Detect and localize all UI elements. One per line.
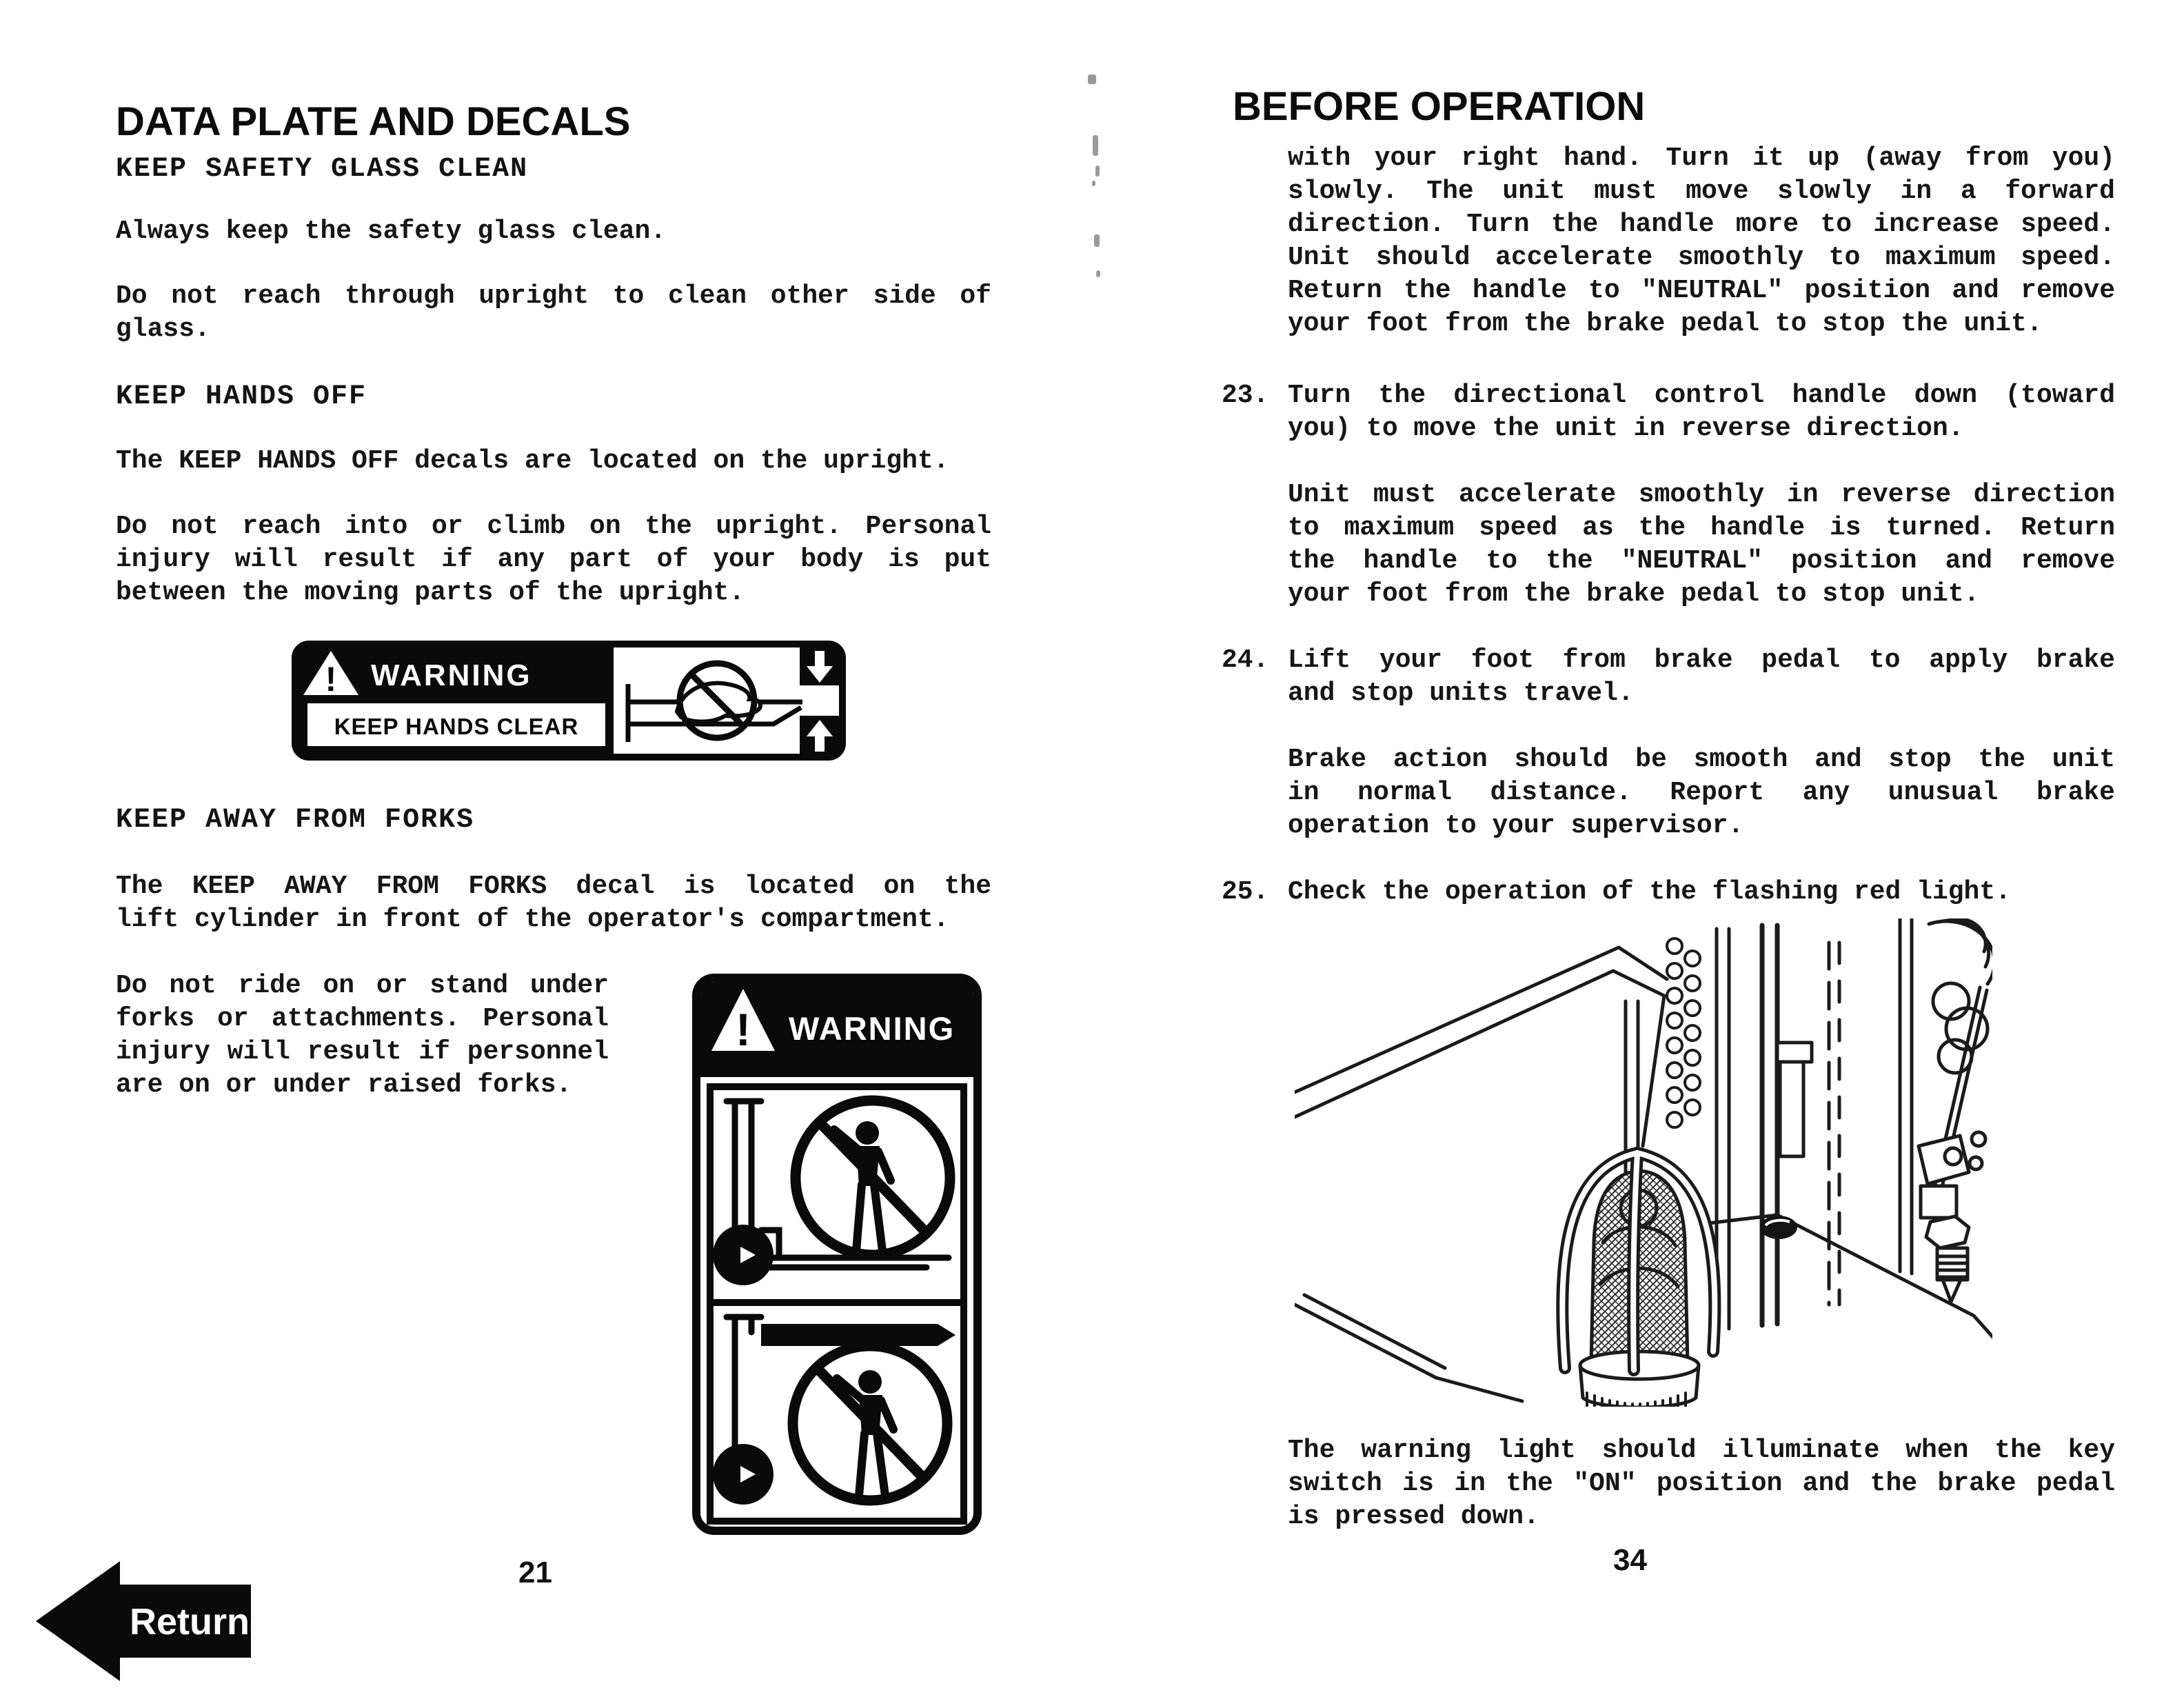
exclamation-icon: ! xyxy=(736,1004,751,1055)
right-page-title: BEFORE OPERATION xyxy=(1233,84,1646,129)
paragraph xyxy=(116,445,991,478)
text-line: injury will result if any part of your body is put xyxy=(116,545,991,574)
heading-keep-hands-off: KEEP HANDS OFF xyxy=(116,381,367,412)
paragraph xyxy=(116,280,991,346)
return-button[interactable] xyxy=(29,1557,259,1687)
text-line: Check the operation of the flashing red light. xyxy=(1288,877,2011,907)
text-line: The KEEP AWAY FROM FORKS decal is located on the xyxy=(116,872,991,901)
scan-speck xyxy=(1088,74,1096,84)
text-line: injury will result if personnel xyxy=(116,1037,609,1067)
text-line: the handle to the "NEUTRAL" position and remove xyxy=(1288,546,2115,576)
text-line: is pressed down. xyxy=(1288,1502,1539,1531)
text-line: in normal distance. Report any unusual brake xyxy=(1288,778,2115,807)
return-button-label: Return xyxy=(130,1601,250,1642)
right-page-number: 34 xyxy=(1613,1543,1647,1577)
text-line: Unit must accelerate smoothly in reverse direction xyxy=(1288,480,2115,510)
left-page-number: 21 xyxy=(518,1556,552,1589)
warning-label: WARNING xyxy=(789,1010,956,1047)
text-line: your foot from the brake pedal to stop unit. xyxy=(1288,579,1980,609)
heading-keep-safety-glass-clean: KEEP SAFETY GLASS CLEAN xyxy=(116,154,529,185)
warning-light-illustration xyxy=(1295,918,1992,1407)
text-line: and stop units travel. xyxy=(1288,679,1634,708)
text-line: Lift your foot from brake pedal to apply brake xyxy=(1288,645,2115,675)
paragraph xyxy=(116,510,991,610)
step-text xyxy=(1288,644,2115,710)
step-text xyxy=(1288,876,2115,909)
text-line: Return the handle to "NEUTRAL" position and remove xyxy=(1288,276,2115,305)
text-line: Always keep the safety glass clean. xyxy=(116,217,667,246)
text-line: Do not reach through upright to clean other side of xyxy=(116,281,991,311)
text-line: The warning light should illuminate when the key xyxy=(1288,1436,2115,1465)
step-text xyxy=(1288,379,2115,445)
heading-keep-away-from-forks: KEEP AWAY FROM FORKS xyxy=(116,805,475,836)
text-line: are on or under raised forks. xyxy=(116,1070,572,1100)
text-line: Unit should accelerate smoothly to maximum speed. xyxy=(1288,243,2115,272)
paragraph xyxy=(116,215,991,248)
text-line: Do not reach into or climb on the upright. Personal xyxy=(116,512,991,541)
arrow-left-icon xyxy=(36,1561,120,1681)
scan-speck xyxy=(1094,234,1100,247)
text-line: lift cylinder in front of the operator's compartment. xyxy=(116,905,949,934)
lift-chain-icon xyxy=(1667,938,1700,1127)
beacon-guard xyxy=(1562,1153,1715,1370)
left-page-title: DATA PLATE AND DECALS xyxy=(116,99,631,144)
step-number: 24. xyxy=(1222,645,1269,675)
text-line: glass. xyxy=(116,314,210,344)
step-number: 25. xyxy=(1222,877,1269,907)
text-line: switch is in the "ON" position and the brake pedal xyxy=(1288,1469,2115,1498)
text-line: between the moving parts of the upright. xyxy=(116,578,745,607)
text-line: slowly. The unit must move slowly in a forward xyxy=(1288,177,2115,206)
text-line: your foot from the brake pedal to stop the unit. xyxy=(1288,309,2043,339)
step-number: 23. xyxy=(1222,381,1269,410)
scan-speck xyxy=(1095,165,1100,177)
paragraph xyxy=(116,969,609,1102)
paragraph xyxy=(1288,743,2115,843)
numbered-step xyxy=(1222,644,2115,710)
numbered-step xyxy=(1222,876,2115,909)
numbered-step xyxy=(1222,379,2115,445)
text-line: Do not ride on or stand under xyxy=(116,971,609,1001)
text-line: Brake action should be smooth and stop the unit xyxy=(1288,745,2115,774)
scan-speck xyxy=(1093,135,1098,156)
paragraph xyxy=(116,870,991,936)
exclamation-icon: ! xyxy=(325,660,337,699)
text-line: Turn the directional control handle down (toward xyxy=(1288,381,2115,410)
text-line: direction. Turn the handle more to increase speed. xyxy=(1288,210,2115,239)
text-line: to maximum speed as the handle is turned. Return xyxy=(1288,513,2115,543)
text-line: operation to your supervisor. xyxy=(1288,811,1744,841)
text-line: forks or attachments. Personal xyxy=(116,1004,609,1034)
scan-speck xyxy=(1096,270,1100,277)
text-line: The KEEP HANDS OFF decals are located on the upright. xyxy=(116,446,949,476)
paragraph xyxy=(1288,142,2115,341)
keep-hands-clear-decal xyxy=(291,640,847,761)
paragraph xyxy=(1288,479,2115,611)
illustration-caption xyxy=(1288,1434,2115,1534)
keep-away-from-forks-decal xyxy=(692,974,982,1535)
scan-speck xyxy=(1092,181,1095,186)
text-line: with your right hand. Turn it up (away from you) xyxy=(1288,143,2115,173)
warning-label: WARNING xyxy=(371,659,532,692)
keep-hands-clear-label: KEEP HANDS CLEAR xyxy=(334,714,579,739)
text-line: you) to move the unit in reverse direction. xyxy=(1288,414,1964,443)
